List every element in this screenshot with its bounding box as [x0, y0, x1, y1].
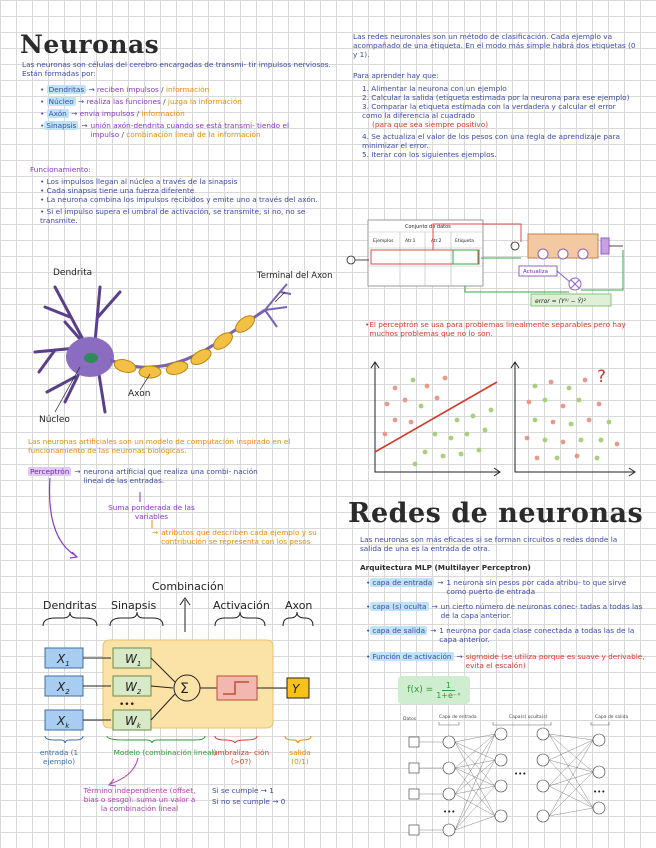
- layer-name: capa (s) oculta: [372, 602, 427, 611]
- sigmoid-formula: [398, 676, 470, 704]
- layer-desc: sigmoide (se utiliza porque es suave y derivable, evita el escalón): [465, 652, 645, 670]
- intro-text: Las neuronas son células del cerebro encargadas de transmi- tir impulsos nerviosos. Están formadas por:: [22, 60, 331, 78]
- svg-text:Etiqueta: Etiqueta: [455, 239, 474, 244]
- svg-text:•••: •••: [593, 788, 606, 796]
- part-name: Axón: [48, 109, 67, 118]
- part-name: Dendritas: [48, 85, 85, 94]
- step-note: (para que sea siempre positivo): [372, 120, 489, 129]
- note-termino: Término independiente (offset, bias o sesgo): suma un valor a la combinación lineal: [83, 786, 196, 813]
- atributos-desc: atributos que describen cada ejemplo y su contribución se representa con los pesos: [161, 528, 317, 546]
- note-connectors: [90, 758, 200, 788]
- part-desc: unión axón-dendrita cuando se está transmi- tiendo el impulso: [90, 121, 289, 139]
- label-dendrita: Dendrita: [53, 268, 93, 278]
- formula-num: 1: [442, 681, 455, 691]
- neuron-illustration: [25, 262, 345, 427]
- steps-list: [362, 84, 637, 159]
- aprender-heading: Para aprender hay que:: [353, 71, 439, 80]
- layer-item: • capa de entrada → 1 neurona sin pesos por cada atribu- to que sirve como puerto de entrada: [366, 578, 646, 596]
- nucleus: [84, 353, 98, 363]
- svg-text:Capa de entrada: Capa de entrada: [439, 715, 477, 720]
- part-item: • Sinapsis → unión axón-dendrita cuando se está transmi- tiendo el impulso / combinación lineal de la información: [40, 121, 340, 139]
- error-formula: error = (Y⁽ⁱ⁾ − Ŷ)²: [535, 298, 586, 305]
- suma-text: Suma ponderada de las variables: [108, 503, 195, 521]
- part-name: Núcleo: [48, 97, 74, 106]
- step-item: [362, 102, 637, 129]
- note-umbral: umbraliza- ción (>0?): [212, 748, 270, 766]
- func-item: • Los impulsos llegan al núcleo a través de la sinapsis: [40, 177, 330, 186]
- part-desc2: combinación lineal de la información: [126, 130, 261, 139]
- step-text: 3. Comparar la etiqueta estimada con la verdadera y calcular el error como la diferencia al cuadrado: [362, 102, 616, 120]
- func-item: • Cada sinapsis tiene una fuerza diferente: [40, 186, 330, 195]
- layer-item: • capa de salida → 1 neurona por cada clase conectada a todas las de la capa anterior.: [366, 626, 646, 644]
- network-headers: [403, 714, 628, 722]
- svg-text:Wk: $W_k$: [125, 714, 141, 730]
- part-item: • Núcleo → realiza las funciones / juzga la información: [40, 97, 340, 106]
- svg-text:Atr.2: Atr.2: [431, 239, 442, 244]
- redes-intro2: Las neuronas son más eficaces si se forman circuitos o redes donde la salida de una es la entrada de otra.: [360, 535, 618, 553]
- connector-arrows: [40, 478, 170, 588]
- scatter-plots: [365, 360, 640, 480]
- layer-name: capa de salida: [372, 626, 426, 635]
- label-terminal: Terminal del Axon: [257, 271, 333, 281]
- perceptron-diagram: [35, 578, 330, 743]
- bottom-braces: [45, 736, 311, 743]
- func-heading: Funcionamiento:: [30, 165, 91, 174]
- svg-text:Atr.1: Atr.1: [405, 239, 416, 244]
- perceptron-name: Perceptrón: [30, 467, 70, 476]
- svg-text:Capa(s) oculta(s): Capa(s) oculta(s): [509, 715, 548, 720]
- redes-intro: Las redes neuronales son un método de clasificación. Cada ejemplo va acompañado de una etiqueta. En el modo más simple habrá dos etiquetas (0 y 1).: [353, 32, 636, 59]
- network-dots: [443, 770, 605, 816]
- part-desc2: información: [141, 109, 185, 118]
- artificial-text: Las neuronas artificiales son un modelo de computación inspirado en el funcionamiento de las neuronas biológicas.: [28, 437, 291, 455]
- label-nucleo: Núcleo: [39, 415, 70, 425]
- part-desc2: información: [165, 85, 210, 94]
- svg-text:Datos: Datos: [403, 717, 417, 722]
- output-label: Y: [292, 682, 300, 696]
- separator-line: [375, 382, 497, 452]
- func-list: [40, 177, 330, 225]
- label-axon: Axon: [285, 599, 313, 612]
- section-title: Redes de neuronas: [348, 498, 644, 529]
- svg-text:X1: $X_1$: [57, 652, 70, 668]
- note-salida: salida (0/1): [289, 748, 311, 766]
- label-dendritas: Dendritas: [43, 599, 97, 612]
- label-axon: Axon: [128, 389, 151, 399]
- step-item: 5. Iterar con los siguientes ejemplos.: [362, 150, 497, 159]
- svg-text:Ejemplos: Ejemplos: [373, 239, 394, 244]
- actualiza-label: Actualiza: [523, 269, 549, 275]
- plot-points: [383, 376, 620, 467]
- step-item: 1. Alimentar la neurona con un ejemplo: [362, 84, 507, 93]
- myelin: [113, 312, 258, 378]
- func-item: • La neurona combina los impulsos recibidos y emite uno a través del axón.: [40, 195, 330, 204]
- svg-text:•••: •••: [514, 770, 527, 778]
- func-item: • Si el impulso supera el umbral de activación, se transmite; si no, no se transmite.: [40, 207, 330, 225]
- layer-desc: un cierto número de neuronas conec- tadas a todas las de la capa anterior.: [440, 602, 643, 620]
- formula-lhs: f(x) =: [407, 685, 434, 695]
- axon-terminals: [265, 284, 291, 327]
- mlp-heading: Arquitectura MLP (Multilayer Perceptron): [360, 563, 531, 572]
- layer-desc: 1 neurona por cada clase conectada a todas las de la capa anterior.: [439, 626, 635, 644]
- step-box: [217, 676, 257, 700]
- perceptron-note: [365, 320, 640, 338]
- layer-item: • capa (s) oculta → un cierto número de neuronas conec- tadas a todas las de la capa anterior.: [366, 602, 646, 620]
- formula-den: 1+e⁻ˣ: [436, 690, 461, 700]
- perceptron-def: Perceptrón → neurona artificial que realiza una combi- nación lineal de las entradas.: [28, 467, 328, 485]
- layers-list: [366, 578, 646, 670]
- table-title: Conjunto de datos: [405, 224, 451, 230]
- svg-text:Xk: $X_k$: [57, 714, 70, 730]
- perceptron-desc: neurona artificial que realiza una combi- nación lineal de las entradas.: [83, 467, 258, 485]
- svg-text:W1: $W_1$: [125, 652, 142, 668]
- neuron-parts-list: [40, 85, 340, 139]
- question-mark: ?: [597, 367, 607, 387]
- sum-symbol: Σ: [180, 681, 189, 697]
- step-item: 2. Calcular la salida (etiqueta estimada por la neurona para ese ejemplo): [362, 93, 630, 102]
- layer-name: capa de entrada: [372, 578, 433, 587]
- page-title: Neuronas: [20, 30, 160, 59]
- perceptron-note-text: El perceptrón se usa para problemas linealmente separables pero hay muchos problemas que no lo son.: [369, 320, 626, 338]
- part-name: Sinapsis: [46, 121, 77, 130]
- svg-text:X2: $X_2$: [57, 680, 70, 696]
- part-desc2: juzga la información: [167, 97, 242, 106]
- network-braces: [439, 722, 609, 725]
- mlp-network: [395, 712, 640, 844]
- svg-text:Capa de salida: Capa de salida: [595, 715, 629, 720]
- label-activacion: Activación: [213, 599, 270, 612]
- note-nocumple: Si no se cumple → 0: [212, 797, 286, 806]
- part-desc: realiza las funciones: [86, 97, 161, 106]
- svg-text:•••: •••: [443, 808, 456, 816]
- ellipsis: •••: [119, 700, 135, 710]
- layer-desc: 1 neurona sin pesos por cada atribu- to que sirve como puerto de entrada: [446, 578, 627, 596]
- note-cumple: Si se cumple → 1: [212, 786, 274, 795]
- svg-text:W2: $W_2$: [125, 680, 142, 696]
- layer-name: Función de activación: [372, 652, 452, 661]
- label-combinacion: Combinación: [152, 580, 224, 593]
- network-nodes: [409, 728, 605, 836]
- learning-diagram: [343, 210, 643, 310]
- weight-circles: [538, 249, 588, 259]
- atributos-text: → atributos que describen cada ejemplo y su contribución se representa con los pesos: [152, 528, 337, 546]
- top-braces: [43, 612, 313, 626]
- part-desc: envía impulsos: [79, 109, 135, 118]
- part-item: • Dendritas → reciben impulsos / información: [40, 85, 340, 94]
- step-item: 4. Se actualiza el valor de los pesos con una regla de aprendizaje para minimizar el error.: [362, 132, 620, 150]
- layer-item: • Función de activación → sigmoide (se utiliza porque es suave y derivable, evita el escalón): [366, 652, 646, 670]
- note-modelo: Modelo (combinación lineal): [113, 748, 217, 757]
- note-entrada: entrada (1 ejemplo): [39, 748, 79, 766]
- part-item: • Axón → envía impulsos / información: [40, 109, 340, 118]
- part-desc: reciben impulsos: [96, 85, 159, 94]
- label-sinapsis: Sinapsis: [111, 599, 157, 612]
